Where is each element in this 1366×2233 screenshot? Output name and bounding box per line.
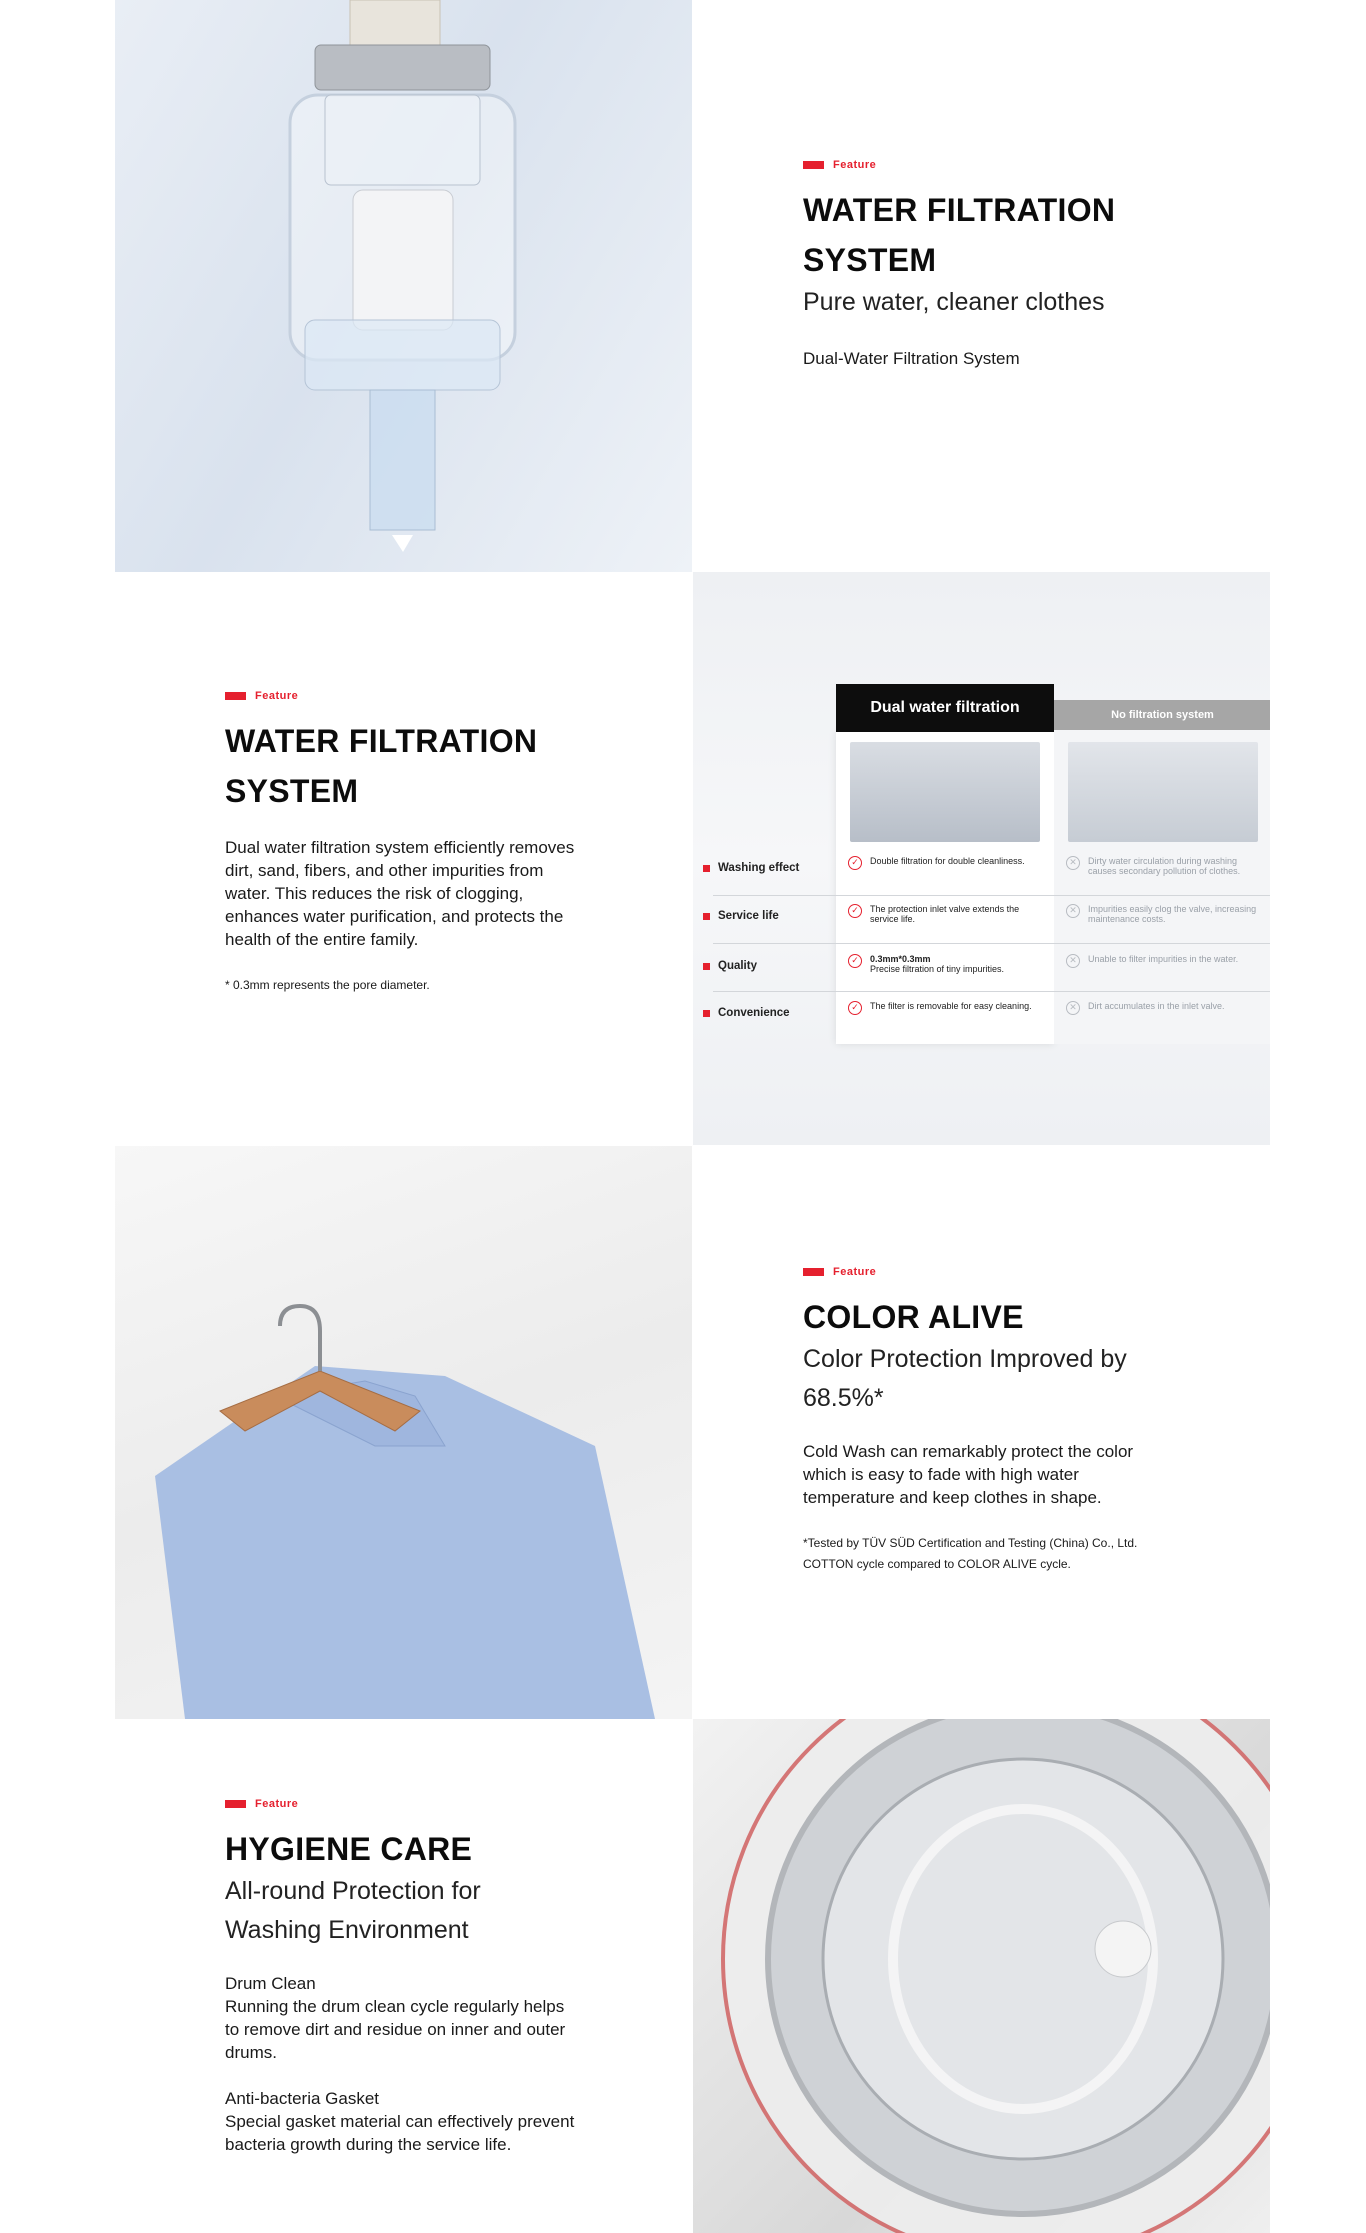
color-alive-text-panel xyxy=(693,1146,1270,1719)
dual-cell xyxy=(848,954,1048,974)
row-label-text: Quality xyxy=(718,960,757,972)
comparison-row-label xyxy=(703,954,757,978)
feature-tag-bar xyxy=(225,692,246,700)
none-cell-text: Unable to filter impurities in the water. xyxy=(1088,954,1239,964)
row-marker xyxy=(703,913,710,920)
dual-cell-text: The filter is removable for easy cleaning. xyxy=(870,1001,1032,1011)
check-icon: ✓ xyxy=(848,904,862,918)
water-filtration-copy xyxy=(803,159,1183,370)
feature-tag xyxy=(225,690,580,702)
none-cell xyxy=(1066,1001,1266,1015)
section-body: Cold Wash can remarkably protect the color which is easy to fade with high water temperature and keep clothes in shape. xyxy=(803,1442,1134,1507)
row-marker xyxy=(703,865,710,872)
check-icon: ✓ xyxy=(848,856,862,870)
cross-icon: ✕ xyxy=(1066,1001,1080,1015)
feature-row-hygiene-care xyxy=(115,1719,1270,2233)
comparison-row-label xyxy=(703,904,779,928)
hygiene-care-text-panel xyxy=(115,1719,692,2233)
anti-bacteria-gasket-title: Anti-bacteria Gasket xyxy=(225,2089,380,2108)
washer-drum-illustration xyxy=(693,1719,1270,2233)
feature-tag-label: Feature xyxy=(255,1798,299,1810)
drum-clean-title: Drum Clean xyxy=(225,1974,316,1993)
section-title: WATER FILTRATION SYSTEM xyxy=(225,723,538,809)
section-footnote: * 0.3mm represents the pore diameter. xyxy=(225,978,430,992)
drum-clean-body: Running the drum clean cycle regularly helps to remove dirt and residue on inner and outer drums. xyxy=(225,1997,566,2062)
section-subtitle: Pure water, cleaner clothes xyxy=(803,288,1105,316)
hygiene-care-copy xyxy=(225,1798,580,2156)
none-cell-text: Impurities easily clog the valve, increasing maintenance costs. xyxy=(1088,904,1257,924)
none-cell-text: Dirt accumulates in the inlet valve. xyxy=(1088,1001,1225,1011)
water-filter-illustration xyxy=(115,0,692,573)
filtration-detail-text-panel xyxy=(115,572,692,1145)
check-icon: ✓ xyxy=(848,1001,862,1015)
section-body: Dual-Water Filtration System xyxy=(803,349,1020,368)
filtration-comparison-graphic xyxy=(693,572,1270,1145)
comparison-row-convenience xyxy=(703,1001,1270,1047)
dual-filtration-thumbnail xyxy=(850,742,1040,842)
feature-tag-bar xyxy=(225,1800,246,1808)
feature-tag xyxy=(803,1266,1163,1278)
section-subtitle: Color Protection Improved by 68.5%* xyxy=(803,1345,1127,1412)
none-cell xyxy=(1066,954,1266,968)
feature-tag-bar xyxy=(803,1268,824,1276)
row-label-text: Washing effect xyxy=(718,862,800,874)
feature-tag xyxy=(225,1798,580,1810)
shirt-illustration xyxy=(115,1146,692,1719)
section-subtitle: All-round Protection for Washing Environment xyxy=(225,1877,481,1944)
section-body: Dual water filtration system efficiently removes dirt, sand, fibers, and other impurities from water. This reduces the risk of clogging, enhances water purification, and protects the health of the entire family. xyxy=(225,838,575,949)
row-divider xyxy=(713,991,1270,992)
feature-row-filtration-comparison xyxy=(115,572,1270,1145)
section-footnote: *Tested by TÜV SÜD Certification and Testing (China) Co., Ltd. COTTON cycle compared to COLOR ALIVE cycle. xyxy=(803,1536,1138,1571)
row-label-text: Service life xyxy=(718,910,779,922)
feature-tag-bar xyxy=(803,161,824,169)
row-marker xyxy=(703,963,710,970)
none-cell-text: Dirty water circulation during washing causes secondary pollution of clothes. xyxy=(1088,856,1241,876)
cross-icon: ✕ xyxy=(1066,954,1080,968)
dual-cell-detail: Precise filtration of tiny impurities. xyxy=(870,964,1005,974)
cross-icon: ✕ xyxy=(1066,856,1080,870)
none-cell xyxy=(1066,856,1266,876)
none-cell xyxy=(1066,904,1266,924)
feature-tag-label: Feature xyxy=(255,690,299,702)
feature-row-color-alive xyxy=(115,1146,1270,1719)
dual-filtration-header: Dual water filtration xyxy=(836,684,1054,732)
no-filtration-thumbnail xyxy=(1068,742,1258,842)
shirt-on-hanger-image xyxy=(115,1146,692,1719)
row-marker xyxy=(703,1010,710,1017)
feature-tag-label: Feature xyxy=(833,1266,877,1278)
dual-cell xyxy=(848,1001,1048,1015)
cross-icon: ✕ xyxy=(1066,904,1080,918)
section-title: COLOR ALIVE xyxy=(803,1299,1024,1335)
comparison-row-label xyxy=(703,1001,790,1025)
no-filtration-header: No filtration system xyxy=(1054,700,1270,730)
dual-cell-text: The protection inlet valve extends the service life. xyxy=(870,904,1020,924)
row-divider xyxy=(713,943,1270,944)
comparison-row-label xyxy=(703,856,799,880)
dual-cell xyxy=(848,856,1048,870)
water-filter-image xyxy=(115,0,692,573)
feature-tag-label: Feature xyxy=(833,159,877,171)
check-icon: ✓ xyxy=(848,954,862,968)
anti-bacteria-gasket-body: Special gasket material can effectively prevent bacteria growth during the service life. xyxy=(225,2112,575,2154)
filtration-detail-copy xyxy=(225,690,580,996)
water-filtration-text-panel xyxy=(693,0,1270,573)
dual-cell-highlight: 0.3mm*0.3mm xyxy=(870,954,931,964)
dual-cell xyxy=(848,904,1048,924)
comparison-table xyxy=(703,684,1270,1044)
section-title: WATER FILTRATION SYSTEM xyxy=(803,192,1116,278)
feature-row-water-filtration xyxy=(115,0,1270,573)
washer-drum-image xyxy=(693,1719,1270,2233)
dual-cell-text xyxy=(870,954,1004,974)
color-alive-copy xyxy=(803,1266,1163,1575)
feature-tag xyxy=(803,159,1183,171)
section-title: HYGIENE CARE xyxy=(225,1831,473,1867)
comparison-row-quality xyxy=(703,954,1270,1000)
dual-cell-text: Double filtration for double cleanliness. xyxy=(870,856,1025,866)
row-divider xyxy=(713,895,1270,896)
row-label-text: Convenience xyxy=(718,1007,790,1019)
